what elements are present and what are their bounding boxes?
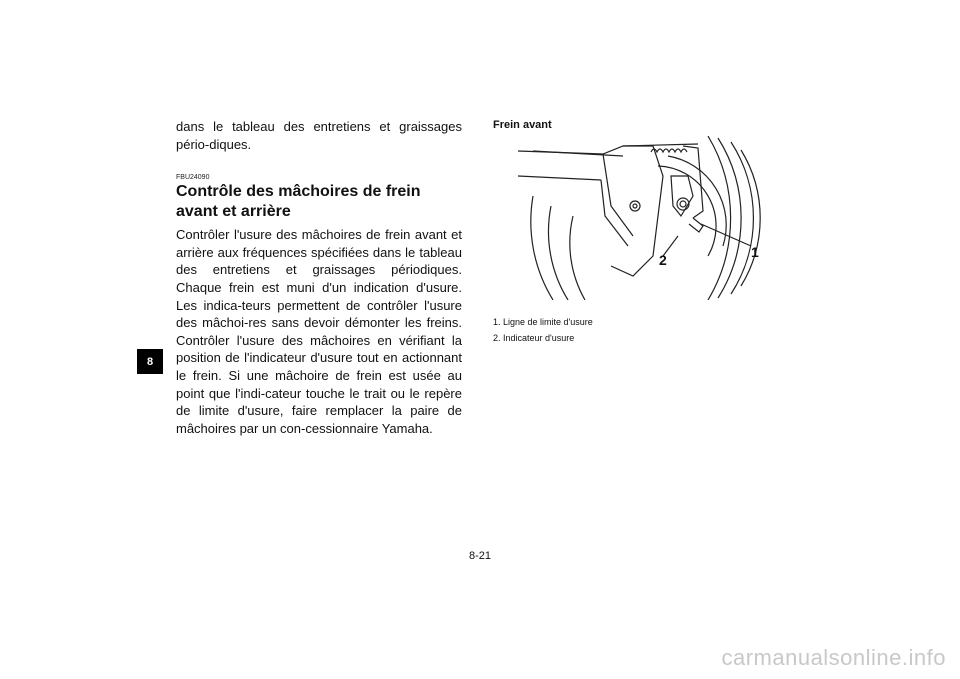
figure-title: Frein avant bbox=[493, 119, 552, 131]
right-column bbox=[493, 118, 763, 343]
brake-figure bbox=[493, 136, 763, 300]
page-number: 8-21 bbox=[468, 550, 492, 562]
section-tab: 8 bbox=[137, 349, 163, 374]
figure-legend bbox=[493, 314, 593, 346]
legend-item: 2. Indicateur d'usure bbox=[493, 333, 575, 343]
callout-2: 2 bbox=[659, 252, 667, 268]
section-code: FBU24090 bbox=[176, 174, 210, 182]
left-column bbox=[176, 118, 462, 437]
callout-1: 1 bbox=[751, 244, 759, 260]
watermark: carmanualsonline.info bbox=[721, 645, 946, 670]
body-paragraph: Contrôler l'usure des mâchoires de frein avant et arrière aux fréquences spécifiées dans le tableau des entretiens et graissages périodiques. Chaque frein est muni d'un indication d'usure. Les indica-teurs permettent de contrôler l'usure des mâchoi-res sans devoir démonter les freins. Contrôler l'usure des mâchoires en vérifiant la position de l'indicateur d'usure tout en actionnant le frein. Si une mâchoire de frein est usée au point que l'indi-cateur touche le trait ou le repère de limite d'usure, faire remplacer la paire de mâchoires par un con-cessionnaire Yamaha. bbox=[176, 227, 462, 436]
section-heading: Contrôle des mâchoires de frein avant et arrière bbox=[176, 183, 421, 221]
legend-item: 1. Ligne de limite d'usure bbox=[493, 317, 593, 327]
intro-paragraph: dans le tableau des entretiens et graissages pério-diques. bbox=[176, 119, 462, 152]
brake-drawing bbox=[493, 136, 763, 300]
